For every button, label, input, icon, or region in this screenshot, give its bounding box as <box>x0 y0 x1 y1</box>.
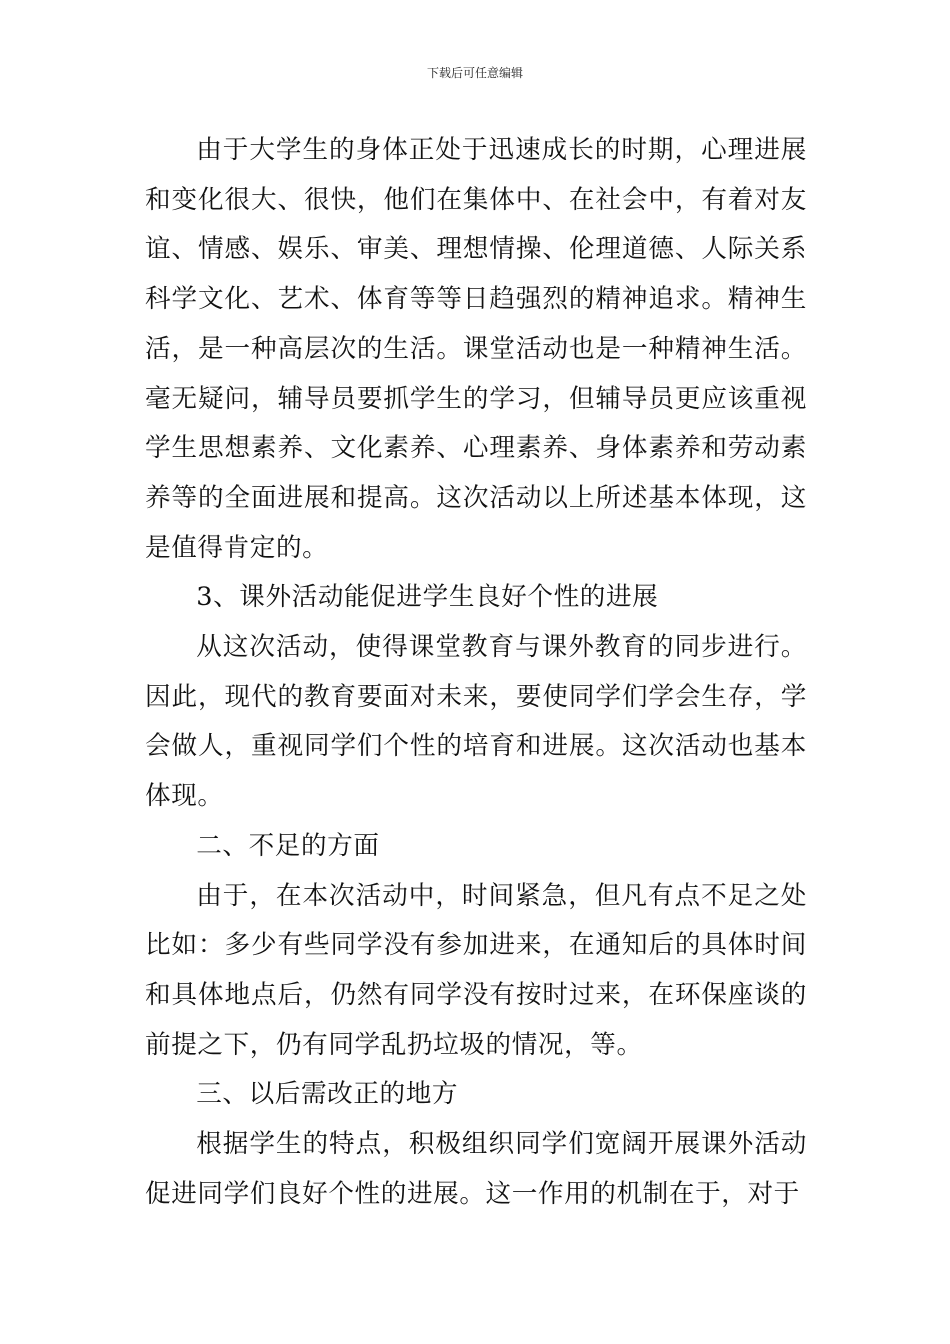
document-body <box>145 126 807 1219</box>
paragraph-shortcomings: 由于，在本次活动中，时间紧急，但凡有点不足之处比如：多少有些同学没有参加进来，在通知后的具体时间和具体地点后，仍然有同学没有按时过来，在环保座谈的前提之下，仍有同学乱扔垃圾的情况，等。 <box>145 880 807 1060</box>
page-header-note: 下载后可任意编辑 <box>426 66 523 80</box>
paragraph-spiritual-life: 由于大学生的身体正处于迅速成长的时期，心理进展和变化很大、很快，他们在集体中、在社会中，有着对友谊、情感、娱乐、审美、理想情操、伦理道德、人际关系科学文化、艺术、体育等等日趋强烈的精神追求。精神生活，是一种高层次的生活。课堂活动也是一种精神生活。毫无疑问，辅导员要抓学生的学习，但辅导员更应该重视学生思想素养、文化素养、心理素养、身体素养和劳动素养等的全面进展和提高。这次活动以上所述基本体现，这是值得肯定的。 <box>145 135 807 563</box>
paragraph-activity-sync: 从这次活动，使得课堂教育与课外教育的同步进行。因此，现代的教育要面对未来，要使同学们学会生存，学会做人，重视同学们个性的培育和进展。这次活动也基本体现。 <box>145 632 807 812</box>
section-heading-personality: 3、课外活动能促进学生良好个性的进展 <box>196 582 659 613</box>
section-heading-shortcomings: 二、不足的方面 <box>196 830 380 861</box>
section-heading-improvements: 三、以后需改正的地方 <box>196 1079 459 1110</box>
paragraph-improvements: 根据学生的特点，积极组织同学们宽阔开展课外活动促进同学们良好个性的进展。这一作用的机制在于，对于 <box>145 1129 807 1209</box>
